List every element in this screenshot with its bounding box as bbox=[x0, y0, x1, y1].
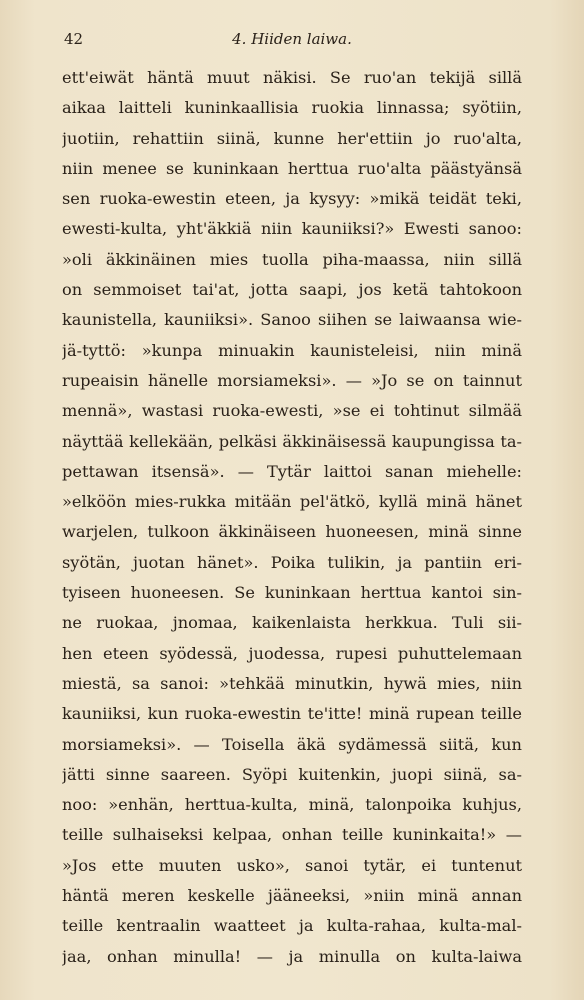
text-line: jätti sinne saareen. Syöpi kuitenkin, juopi siinä, sa- bbox=[62, 764, 522, 784]
text-line: juotiin, rehattiin siinä, kunne her'ettiin jo ruo'alta, bbox=[62, 128, 522, 148]
text-line: kaunistella, kauniiksi». Sanoo siihen se laiwaansa wie- bbox=[62, 310, 522, 330]
running-title: 4. Hiiden laiwa. bbox=[232, 30, 352, 48]
text-line: tyiseen huoneesen. Se kuninkaan herttua kantoi sin- bbox=[62, 583, 522, 603]
text-line: ewesti-kulta, yht'äkkiä niin kauniiksi?» Ewesti sanoo: bbox=[62, 219, 522, 239]
text-line: syötän, juotan hänet». Poika tulikin, ja pantiin eri- bbox=[62, 552, 522, 572]
text-line: »oli äkkinäinen mies tuolla piha-maassa, niin sillä bbox=[62, 249, 522, 269]
text-line: jaa, onhan minulla! — ja minulla on kulta-laiwa bbox=[62, 946, 522, 966]
text-line: warjelen, tulkoon äkkinäiseen huoneesen, minä sinne bbox=[62, 522, 522, 542]
text-line: noo: »enhän, herttua-kulta, minä, talonpoika kuhjus, bbox=[62, 795, 522, 815]
running-head bbox=[62, 30, 522, 52]
text-line: häntä meren keskelle jääneeksi, »niin minä annan bbox=[62, 886, 522, 906]
text-line: hen eteen syödessä, juodessa, rupesi puhuttelemaan bbox=[62, 643, 522, 663]
text-line: pettawan itsensä». — Tytär laittoi sanan miehelle: bbox=[62, 461, 522, 481]
text-line: on semmoiset tai'at, jotta saapi, jos ketä tahtokoon bbox=[62, 280, 522, 300]
text-line: morsiameksi». — Toisella äkä sydämessä siitä, kun bbox=[62, 734, 522, 754]
text-line: niin menee se kuninkaan herttua ruo'alta päästyänsä bbox=[62, 158, 522, 178]
text-line: teille kentraalin waatteet ja kulta-rahaa, kulta-mal- bbox=[62, 916, 522, 936]
text-line: ett'eiwät häntä muut näkisi. Se ruo'an tekijä sillä bbox=[62, 68, 522, 87]
text-line: kauniiksi, kun ruoka-ewestin te'itte! minä rupean teille bbox=[62, 704, 522, 724]
text-line: teille sulhaiseksi kelpaa, onhan teille kuninkaita!» — bbox=[62, 825, 522, 845]
text-line: sen ruoka-ewestin eteen, ja kysyy: »mikä teidät teki, bbox=[62, 189, 522, 209]
body-text bbox=[62, 63, 522, 972]
page-number: 42 bbox=[64, 30, 84, 48]
text-line: aikaa laitteli kuninkaallisia ruokia linnassa; syötiin, bbox=[62, 98, 522, 118]
text-line: rupeaisin hänelle morsiameksi». — »Jo se on tainnut bbox=[62, 370, 522, 390]
text-line: näyttää kellekään, pelkäsi äkkinäisessä kaupungissa ta- bbox=[62, 431, 522, 451]
text-line: ne ruokaa, jnomaa, kaikenlaista herkkua. Tuli sii- bbox=[62, 613, 522, 633]
text-line: »Jos ette muuten usko», sanoi tytär, ei tuntenut bbox=[62, 855, 522, 875]
text-line: »elköön mies-rukka mitään pel'ätkö, kyllä minä hänet bbox=[62, 492, 522, 512]
text-line: mennä», wastasi ruoka-ewesti, »se ei tohtinut silmää bbox=[62, 401, 522, 421]
text-line: jä-tyttö: »kunpa minuakin kaunisteleisi, niin minä bbox=[62, 340, 522, 360]
text-line: miestä, sa sanoi: »tehkää minutkin, hywä mies, niin bbox=[62, 673, 522, 693]
